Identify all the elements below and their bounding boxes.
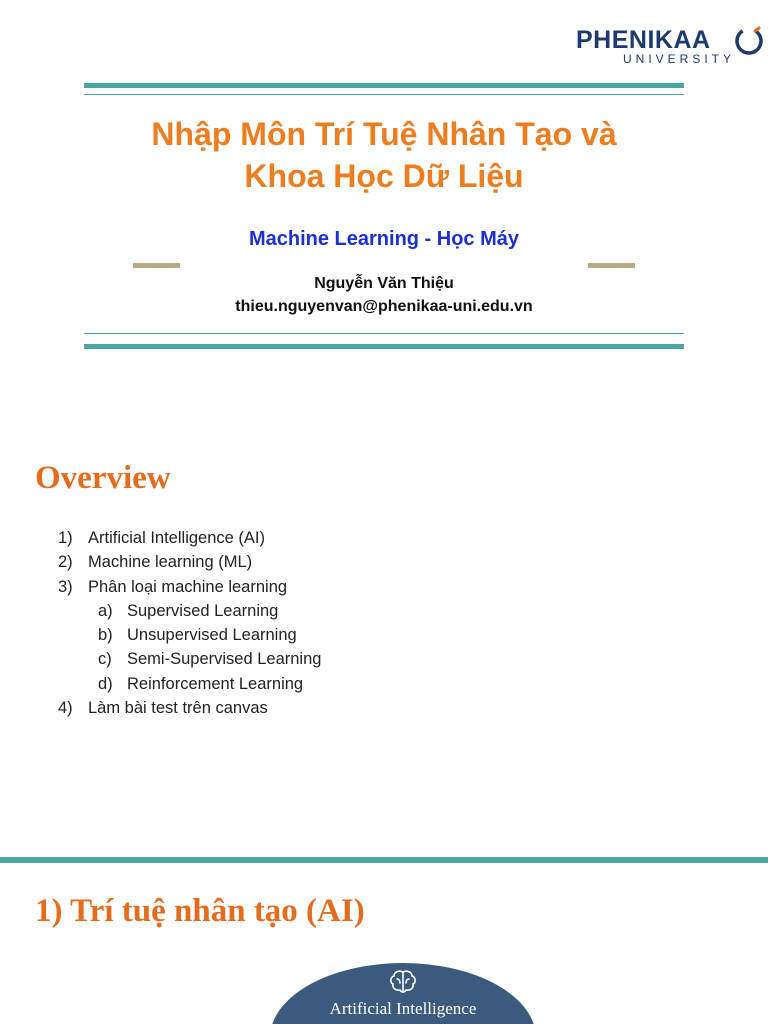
bottom-rule-thin bbox=[84, 333, 684, 334]
item-number: 1) bbox=[58, 529, 73, 547]
ai-badge-label: Artificial Intelligence bbox=[329, 999, 477, 1018]
gold-bar-left bbox=[133, 263, 180, 268]
logo-ring-icon bbox=[733, 25, 765, 57]
overview-list bbox=[58, 526, 321, 720]
ai-badge bbox=[270, 963, 536, 1024]
ai-heading: 1) Trí tuệ nhân tạo (AI) bbox=[35, 893, 365, 929]
list-item bbox=[58, 696, 321, 720]
item-text: Artificial Intelligence (AI) bbox=[88, 529, 265, 547]
lecture-subtitle: Machine Learning - Học Máy bbox=[248, 228, 520, 250]
logo-wordmark: PHENIKAA bbox=[576, 26, 711, 54]
sub-list-item bbox=[58, 623, 321, 647]
top-rule-thin bbox=[84, 94, 684, 95]
bottom-rule-thick bbox=[84, 344, 684, 349]
item-text: Unsupervised Learning bbox=[127, 626, 297, 645]
item-number: 3) bbox=[58, 577, 73, 596]
brain-icon bbox=[388, 969, 418, 995]
sub-list-item bbox=[58, 647, 321, 671]
list-item bbox=[58, 526, 321, 550]
gold-bar-right bbox=[588, 263, 635, 268]
item-number: 4) bbox=[58, 699, 73, 718]
item-text: Machine learning (ML) bbox=[88, 553, 253, 572]
overview-heading: Overview bbox=[35, 460, 171, 496]
course-title bbox=[84, 113, 684, 197]
top-rule-thick bbox=[84, 83, 684, 88]
item-text: Supervised Learning bbox=[127, 601, 279, 620]
logo-subtext: UNIVERSITY bbox=[623, 52, 736, 66]
sub-list-item bbox=[58, 599, 321, 623]
item-text: Phân loại machine learning bbox=[88, 577, 288, 596]
item-text: Semi-Supervised Learning bbox=[127, 650, 322, 669]
author-name: Nguyễn Văn Thiệu bbox=[314, 275, 454, 292]
list-item bbox=[58, 550, 321, 574]
course-title-line2: Khoa Học Dữ Liệu bbox=[244, 158, 524, 194]
phenikaa-logo bbox=[576, 22, 766, 68]
author-email: thieu.nguyenvan@phenikaa-uni.edu.vn bbox=[235, 298, 533, 315]
course-title-line1: Nhập Môn Trí Tuệ Nhân Tạo và bbox=[151, 116, 617, 152]
list-item bbox=[58, 575, 321, 599]
sub-list-item bbox=[58, 672, 321, 696]
item-number: b) bbox=[98, 626, 113, 645]
item-number: a) bbox=[98, 601, 113, 620]
item-text: Reinforcement Learning bbox=[127, 674, 304, 693]
item-number: d) bbox=[98, 674, 113, 693]
item-number: 2) bbox=[58, 553, 73, 572]
item-number: c) bbox=[98, 650, 112, 669]
item-text: Làm bài test trên canvas bbox=[88, 699, 268, 718]
slide-divider bbox=[0, 857, 768, 863]
